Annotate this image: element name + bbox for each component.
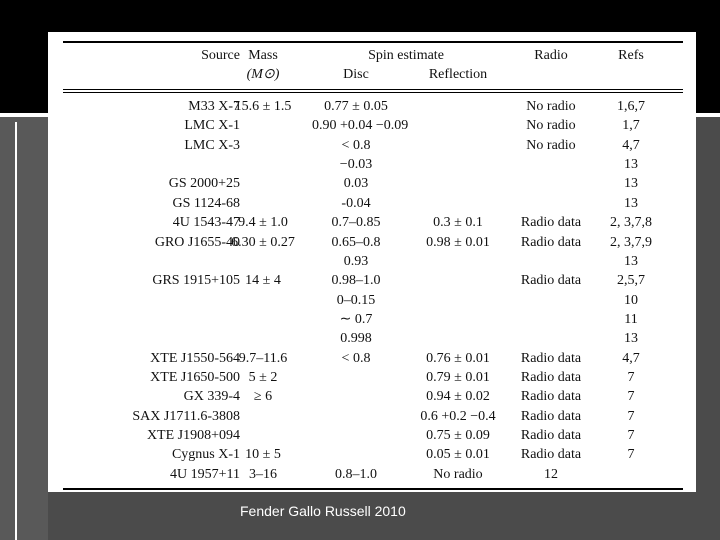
cell-radio: Radio data [520,428,582,443]
cell-mass: 5 ± 2 [248,369,278,385]
cell-source: XTE J1650-500 [150,369,240,385]
header-disc: Disc [343,67,369,82]
cell-mass: 3–16 [249,466,277,482]
header-mass-unit: (M⊙) [246,67,280,82]
cell-refs: 4,7 [622,350,640,366]
cell-radio: Radio data [520,369,582,385]
cell-source: GRS 1915+105 [152,273,240,289]
cell-reflection: 0.6 +0.2 −0.4 [420,408,496,424]
cell-reflection: 0.79 ± 0.01 [426,369,490,385]
cell-disc: 0.93 [343,253,369,269]
cell-refs: 2,5,7 [617,273,645,289]
cell-refs: 11 [624,311,638,327]
cell-disc: 0–0.15 [336,292,376,308]
cell-radio: Radio data [520,234,582,250]
cell-refs: 2, 3,7,8 [610,215,652,231]
cell-disc: 0.77 ± 0.05 [324,99,388,114]
cell-refs: 4,7 [622,137,640,153]
cell-source: 4U 1957+11 [170,466,240,482]
cell-mass: 14 ± 4 [245,273,281,289]
cell-source: XTE J1550-564 [150,350,240,366]
cell-disc: ∼ 0.7 [339,311,373,327]
cell-reflection: No radio [433,466,483,482]
cell-disc: 0.03 [343,176,369,192]
cell-source: GS 2000+25 [168,176,240,192]
header-reflection: Reflection [428,67,488,82]
cell-refs: 13 [624,195,638,211]
cell-mass: 15.6 ± 1.5 [234,99,292,114]
cell-source: LMC X-3 [184,137,240,153]
cell-refs: 13 [624,157,638,173]
cell-disc: 0.90 +0.04 −0.09 [312,118,409,134]
cell-refs: 2, 3,7,9 [610,234,652,250]
cell-radio: No radio [526,137,576,153]
cell-disc: 0.998 [340,331,372,347]
cell-source: Cygnus X-1 [171,447,240,463]
cell-radio: No radio [526,118,576,134]
cell-source: M33 X-7 [188,99,240,114]
cell-radio: 12 [544,466,558,482]
cell-reflection: 0.98 ± 0.01 [426,234,490,250]
cell-radio: Radio data [520,350,582,366]
cell-refs: 1,7 [622,118,640,134]
cell-refs: 7 [627,369,635,385]
cell-radio: Radio data [520,273,582,289]
cell-refs: 7 [627,447,635,463]
cell-mass: 6.30 ± 0.27 [231,234,295,250]
cell-source: SAX J1711.6-3808 [132,408,240,424]
header-refs: Refs [618,48,644,63]
cell-radio: Radio data [520,447,582,463]
cell-disc: 0.8–1.0 [335,466,377,482]
cell-reflection: 0.3 ± 0.1 [433,215,483,231]
cell-radio: No radio [526,99,576,114]
cell-source: 4U 1543-47 [172,215,240,231]
cell-disc: 0.65–0.8 [331,234,381,250]
header-spin: Spin estimate [368,48,444,63]
table-header-rule-2 [63,92,683,93]
cell-reflection: 0.75 ± 0.09 [426,428,490,443]
cell-reflection: 0.05 ± 0.01 [426,447,490,463]
cell-disc: 0.7–0.85 [331,215,381,231]
slide-left-band [0,113,48,540]
header-source: Source [201,48,240,63]
cell-disc: < 0.8 [341,137,371,153]
cell-source: LMC X-1 [184,118,240,134]
slide-side-line [15,122,17,540]
cell-mass: 10 ± 5 [245,447,281,463]
cell-disc: −0.03 [339,157,373,173]
table-bottom-rule [63,488,683,490]
cell-refs: 10 [624,292,638,308]
header-mass: Mass [248,48,278,63]
cell-source: XTE J1908+094 [146,428,240,443]
cell-source: GX 339-4 [183,389,240,405]
cell-refs: 1,6,7 [617,99,645,114]
cell-disc: -0.04 [341,195,371,211]
cell-refs: 7 [627,428,635,443]
cell-reflection: 0.94 ± 0.02 [426,389,490,405]
cell-refs: 13 [624,176,638,192]
header-radio: Radio [534,48,568,63]
cell-refs: 7 [627,389,635,405]
cell-disc: 0.98–1.0 [331,273,381,289]
cell-source: GRO J1655-40 [154,234,240,250]
table-top-rule [63,41,683,43]
cell-radio: Radio data [520,389,582,405]
cell-refs: 13 [624,331,638,347]
table-header-rule-1 [63,89,683,90]
slide-caption: Fender Gallo Russell 2010 [240,503,406,519]
cell-mass: ≥ 6 [253,389,273,405]
cell-reflection: 0.76 ± 0.01 [426,350,490,366]
cell-source: GS 1124-68 [172,195,240,211]
cell-mass: 9.7–11.6 [238,350,288,366]
cell-radio: Radio data [520,408,582,424]
cell-radio: Radio data [520,215,582,231]
cell-refs: 13 [624,253,638,269]
cell-refs: 7 [627,408,635,424]
cell-disc: < 0.8 [341,350,371,366]
cell-mass: 9.4 ± 1.0 [238,215,288,231]
